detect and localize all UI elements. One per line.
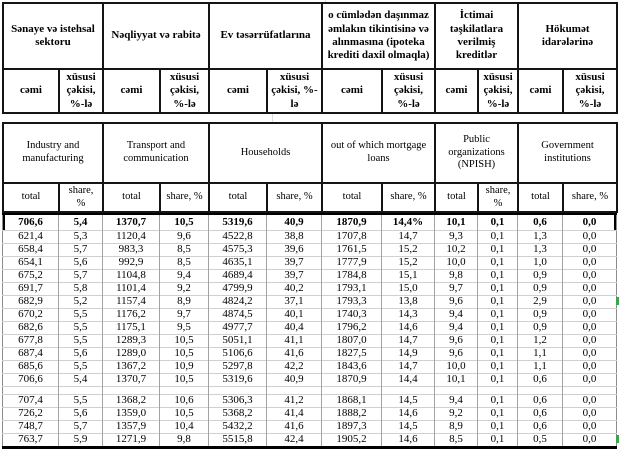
data-cell: 40,9 <box>267 214 322 231</box>
table-row <box>3 421 617 434</box>
data-cell <box>478 387 518 395</box>
data-cell: 4522,8 <box>209 231 267 244</box>
data-cell: 691,7 <box>3 283 59 296</box>
data-cell: 5319,6 <box>209 374 267 387</box>
data-cell: 10,9 <box>160 361 209 374</box>
data-cell: 14,6 <box>382 408 435 421</box>
data-cell <box>267 387 322 395</box>
en-header-share-cell: share, % <box>478 183 518 212</box>
data-cell: 5,5 <box>59 309 103 322</box>
data-cell: 14,6 <box>382 434 435 448</box>
header-table-azerbaijani <box>2 2 618 114</box>
data-cell: 0,6 <box>518 395 563 408</box>
table-row <box>3 408 617 421</box>
data-cell: 41,2 <box>267 395 322 408</box>
data-cell: 0,1 <box>478 309 518 322</box>
data-cell: 9,4 <box>435 309 478 322</box>
data-cell: 0,1 <box>478 421 518 434</box>
data-cell: 1796,2 <box>322 322 382 335</box>
data-cell: 41,6 <box>267 348 322 361</box>
data-cell: 706,6 <box>3 214 59 231</box>
table-row <box>3 322 617 335</box>
data-cell: 0,0 <box>563 348 617 361</box>
data-cell: 5306,3 <box>209 395 267 408</box>
data-cell: 15,2 <box>382 244 435 257</box>
data-cell: 1289,0 <box>103 348 160 361</box>
data-cell: 0,0 <box>563 296 617 309</box>
data-cell: 0,1 <box>478 257 518 270</box>
az-header-group-cell: o cümlədən daşınmaz əmlakın tikintisinə və alınmasına (ipoteka krediti daxil olmaqla) <box>322 3 435 69</box>
data-cell: 0,0 <box>563 309 617 322</box>
data-cell: 1368,2 <box>103 395 160 408</box>
data-cell: 1,3 <box>518 244 563 257</box>
data-cell: 748,7 <box>3 421 59 434</box>
data-cell: 0,0 <box>563 244 617 257</box>
en-header-share-cell: share, % <box>267 183 322 212</box>
data-cell: 1,3 <box>518 231 563 244</box>
data-cell: 1,1 <box>518 348 563 361</box>
table-row <box>3 257 617 270</box>
data-cell: 39,7 <box>267 270 322 283</box>
data-cell: 9,2 <box>160 283 209 296</box>
data-cell: 9,7 <box>435 283 478 296</box>
data-cell: 9,6 <box>160 231 209 244</box>
data-cell: 5106,6 <box>209 348 267 361</box>
data-cell: 5,7 <box>59 270 103 283</box>
data-cell: 0,0 <box>563 374 617 387</box>
data-cell: 0,9 <box>518 270 563 283</box>
data-cell: 1793,1 <box>322 283 382 296</box>
data-cell: 1,0 <box>518 257 563 270</box>
data-cell: 0,0 <box>563 434 617 448</box>
en-header-group-cell: Government institutions <box>518 123 617 183</box>
data-cell: 1175,1 <box>103 322 160 335</box>
en-header-share-cell: share, % <box>59 183 103 212</box>
data-cell: 0,0 <box>563 231 617 244</box>
data-cell <box>209 387 267 395</box>
data-cell <box>382 387 435 395</box>
data-cell: 0,0 <box>563 283 617 296</box>
data-cell: 621,4 <box>3 231 59 244</box>
data-cell: 41,6 <box>267 421 322 434</box>
data-cell: 0,0 <box>563 214 617 231</box>
data-cell: 0,9 <box>518 309 563 322</box>
data-cell: 0,1 <box>478 361 518 374</box>
data-cell: 0,1 <box>478 214 518 231</box>
data-cell: 0,6 <box>518 214 563 231</box>
table-row <box>3 309 617 322</box>
data-cell: 10,0 <box>435 257 478 270</box>
data-cell: 0,0 <box>563 421 617 434</box>
data-cell: 14,7 <box>382 361 435 374</box>
data-cell: 1897,3 <box>322 421 382 434</box>
data-cell: 1784,8 <box>322 270 382 283</box>
data-cell: 0,1 <box>478 408 518 421</box>
en-header-group-cell: Public organizations (NPISH) <box>435 123 518 183</box>
data-cell: 5,2 <box>59 296 103 309</box>
data-cell: 39,6 <box>267 244 322 257</box>
data-cell: 675,2 <box>3 270 59 283</box>
data-cell: 0,1 <box>478 283 518 296</box>
data-cell: 5,4 <box>59 374 103 387</box>
data-cell: 0,9 <box>518 283 563 296</box>
data-cell: 9,7 <box>160 309 209 322</box>
data-cell: 5297,8 <box>209 361 267 374</box>
data-cell: 4689,4 <box>209 270 267 283</box>
data-cell: 10,1 <box>435 374 478 387</box>
data-cell: 9,6 <box>435 335 478 348</box>
data-cell: 992,9 <box>103 257 160 270</box>
data-cell: 40,2 <box>267 283 322 296</box>
az-header-group-cell: Hökumət idarələrinə <box>518 3 617 69</box>
data-cell: 10,5 <box>160 214 209 231</box>
data-cell: 5,6 <box>59 257 103 270</box>
data-cell: 670,2 <box>3 309 59 322</box>
data-cell: 0,6 <box>518 421 563 434</box>
data-cell: 42,2 <box>267 361 322 374</box>
data-cell: 9,3 <box>435 231 478 244</box>
table-row <box>3 231 617 244</box>
data-cell <box>322 387 382 395</box>
table-row <box>3 361 617 374</box>
data-cell: 9,2 <box>435 408 478 421</box>
en-header-share-cell: share, % <box>160 183 209 212</box>
data-cell <box>435 387 478 395</box>
data-cell: 1370,7 <box>103 214 160 231</box>
data-cell: 13,8 <box>382 296 435 309</box>
az-header-group-cell: Ev təsərrüfatlarına <box>209 3 322 69</box>
data-cell: 1,1 <box>518 361 563 374</box>
data-cell: 0,6 <box>518 374 563 387</box>
data-cell: 4635,1 <box>209 257 267 270</box>
data-cell: 0,6 <box>518 408 563 421</box>
en-header-total-cell: total <box>3 183 59 212</box>
data-cell: 14,6 <box>382 322 435 335</box>
data-cell: 14,9 <box>382 348 435 361</box>
data-cell: 2,9 <box>518 296 563 309</box>
data-cell: 1357,9 <box>103 421 160 434</box>
data-cell: 0,1 <box>478 296 518 309</box>
data-cell: 707,4 <box>3 395 59 408</box>
spacer-row <box>3 387 617 395</box>
data-cell: 677,8 <box>3 335 59 348</box>
data-cell: 8,5 <box>160 257 209 270</box>
data-cell: 1176,2 <box>103 309 160 322</box>
en-header-total-cell: total <box>322 183 382 212</box>
data-cell: 10,4 <box>160 421 209 434</box>
data-cell: 0,0 <box>563 395 617 408</box>
data-cell: 9,6 <box>435 348 478 361</box>
table-row <box>3 434 617 448</box>
table-row <box>3 244 617 257</box>
data-cell: 0,1 <box>478 434 518 448</box>
data-cell: 5,5 <box>59 322 103 335</box>
data-cell: 1870,9 <box>322 214 382 231</box>
data-cell: 1843,6 <box>322 361 382 374</box>
data-cell: 10,6 <box>160 395 209 408</box>
data-cell: 685,6 <box>3 361 59 374</box>
table-row <box>3 283 617 296</box>
data-cell: 9,5 <box>160 322 209 335</box>
data-cell: 40,9 <box>267 374 322 387</box>
data-cell: 4874,5 <box>209 309 267 322</box>
en-header-share-cell: share, % <box>382 183 435 212</box>
data-cell: 1827,5 <box>322 348 382 361</box>
data-cell: 1367,2 <box>103 361 160 374</box>
data-cell <box>518 387 563 395</box>
data-cell: 0,0 <box>563 270 617 283</box>
data-cell: 1793,3 <box>322 296 382 309</box>
data-cell: 5368,2 <box>209 408 267 421</box>
data-cell: 10,1 <box>435 214 478 231</box>
data-cell: 40,4 <box>267 322 322 335</box>
az-header-group-cell: Sənaye və istehsal sektoru <box>3 3 103 69</box>
az-header-total-cell: cəmi <box>435 69 478 113</box>
data-cell: 5432,2 <box>209 421 267 434</box>
data-cell: 9,8 <box>160 434 209 448</box>
data-cell: 10,5 <box>160 408 209 421</box>
data-cell: 1101,4 <box>103 283 160 296</box>
data-cell: 5515,8 <box>209 434 267 448</box>
data-cell: 1104,8 <box>103 270 160 283</box>
az-header-share-cell: xüsusi çəkisi, %-lə <box>478 69 518 113</box>
data-cell: 1761,5 <box>322 244 382 257</box>
data-cell: 763,7 <box>3 434 59 448</box>
data-cell: 0,0 <box>563 408 617 421</box>
data-cell <box>563 387 617 395</box>
en-header-total-cell: total <box>518 183 563 212</box>
data-cell: 706,6 <box>3 374 59 387</box>
data-cell: 658,4 <box>3 244 59 257</box>
data-cell: 5,3 <box>59 231 103 244</box>
data-cell <box>103 387 160 395</box>
data-cell: 8,9 <box>435 421 478 434</box>
data-cell: 9,4 <box>435 395 478 408</box>
data-cell: 0,9 <box>518 322 563 335</box>
az-header-total-cell: cəmi <box>322 69 382 113</box>
data-cell: 40,1 <box>267 309 322 322</box>
data-cell: 10,5 <box>160 374 209 387</box>
table-row <box>3 270 617 283</box>
data-cell: 1,2 <box>518 335 563 348</box>
data-cell: 0,1 <box>478 244 518 257</box>
az-header-share-cell: xüsusi çəkisi, %-lə <box>267 69 322 113</box>
data-cell: 1157,4 <box>103 296 160 309</box>
data-cell: 1868,1 <box>322 395 382 408</box>
data-cell: 15,1 <box>382 270 435 283</box>
data-cell: 15,2 <box>382 257 435 270</box>
data-cell: 8,5 <box>435 434 478 448</box>
data-cell: 5,5 <box>59 395 103 408</box>
credit-data-table <box>2 213 617 449</box>
en-header-group-cell: out of which mortgage loans <box>322 123 435 183</box>
green-cell-marker-icon <box>616 297 619 305</box>
data-cell: 682,9 <box>3 296 59 309</box>
data-cell: 687,4 <box>3 348 59 361</box>
data-cell: 14,4 <box>382 374 435 387</box>
az-header-group-cell: İctimai təşkilatlara verilmiş kreditlər <box>435 3 518 69</box>
data-cell: 726,2 <box>3 408 59 421</box>
data-cell: 654,1 <box>3 257 59 270</box>
data-cell: 5,5 <box>59 335 103 348</box>
data-cell <box>160 387 209 395</box>
data-cell: 9,4 <box>435 322 478 335</box>
data-cell: 1777,9 <box>322 257 382 270</box>
data-cell: 5,7 <box>59 421 103 434</box>
data-cell: 0,0 <box>563 322 617 335</box>
az-header-share-cell: xüsusi çəkisi, %-lə <box>563 69 617 113</box>
data-cell: 1740,3 <box>322 309 382 322</box>
table-row <box>3 214 617 231</box>
data-cell: 4799,9 <box>209 283 267 296</box>
data-cell: 5,7 <box>59 244 103 257</box>
data-cell: 0,1 <box>478 231 518 244</box>
data-cell: 14,7 <box>382 231 435 244</box>
data-cell: 9,4 <box>160 270 209 283</box>
data-cell <box>3 387 59 395</box>
data-cell: 0,1 <box>478 374 518 387</box>
table-row <box>3 374 617 387</box>
data-cell: 5051,1 <box>209 335 267 348</box>
en-header-total-cell: total <box>103 183 160 212</box>
en-header-share-cell: share, % <box>563 183 617 212</box>
data-cell: 14,5 <box>382 421 435 434</box>
data-cell: 0,0 <box>563 257 617 270</box>
data-cell: 0,1 <box>478 335 518 348</box>
data-cell: 1359,0 <box>103 408 160 421</box>
data-cell: 41,4 <box>267 408 322 421</box>
data-cell: 14,4% <box>382 214 435 231</box>
en-header-group-cell: Households <box>209 123 322 183</box>
data-cell: 9,6 <box>435 296 478 309</box>
data-cell: 0,5 <box>518 434 563 448</box>
table-row <box>3 348 617 361</box>
data-cell: 10,0 <box>435 361 478 374</box>
table-row <box>3 335 617 348</box>
data-cell: 8,9 <box>160 296 209 309</box>
data-cell: 0,1 <box>478 348 518 361</box>
data-cell: 682,6 <box>3 322 59 335</box>
en-header-group-cell: Industry and manufacturing <box>3 123 103 183</box>
data-cell: 1888,2 <box>322 408 382 421</box>
data-cell: 4824,2 <box>209 296 267 309</box>
az-header-total-cell: cəmi <box>209 69 267 113</box>
data-cell: 0,1 <box>478 322 518 335</box>
data-cell: 15,0 <box>382 283 435 296</box>
az-header-total-cell: cəmi <box>3 69 59 113</box>
data-cell: 0,1 <box>478 395 518 408</box>
data-cell: 0,0 <box>563 361 617 374</box>
data-cell <box>59 387 103 395</box>
data-cell: 5,8 <box>59 283 103 296</box>
data-cell: 1289,3 <box>103 335 160 348</box>
data-cell: 5,6 <box>59 348 103 361</box>
data-cell: 5,6 <box>59 408 103 421</box>
data-cell: 14,5 <box>382 395 435 408</box>
table-row <box>3 395 617 408</box>
en-header-group-cell: Transport and communication <box>103 123 209 183</box>
data-cell: 5,4 <box>59 214 103 231</box>
excel-gridline <box>272 114 273 122</box>
data-cell: 4977,7 <box>209 322 267 335</box>
data-cell: 1707,8 <box>322 231 382 244</box>
data-cell: 5,5 <box>59 361 103 374</box>
green-cell-marker-icon <box>616 435 619 443</box>
en-header-total-cell: total <box>209 183 267 212</box>
data-cell: 1870,9 <box>322 374 382 387</box>
data-cell: 39,7 <box>267 257 322 270</box>
data-cell: 1271,9 <box>103 434 160 448</box>
data-cell: 983,3 <box>103 244 160 257</box>
data-cell: 1120,4 <box>103 231 160 244</box>
az-header-total-cell: cəmi <box>103 69 160 113</box>
data-cell: 10,5 <box>160 348 209 361</box>
data-cell: 42,4 <box>267 434 322 448</box>
az-header-group-cell: Nəqliyyat və rabitə <box>103 3 209 69</box>
data-cell: 10,2 <box>435 244 478 257</box>
data-cell: 5,9 <box>59 434 103 448</box>
data-cell: 14,7 <box>382 335 435 348</box>
data-cell: 4575,3 <box>209 244 267 257</box>
data-cell: 37,1 <box>267 296 322 309</box>
data-cell: 41,1 <box>267 335 322 348</box>
data-cell: 1905,2 <box>322 434 382 448</box>
az-header-share-cell: xüsusi çəkisi, %-lə <box>160 69 209 113</box>
az-header-share-cell: xüsusi çəkisi, %-lə <box>59 69 103 113</box>
data-cell: 38,8 <box>267 231 322 244</box>
en-header-total-cell: total <box>435 183 478 212</box>
header-table-english <box>2 122 618 213</box>
data-cell: 10,5 <box>160 335 209 348</box>
table-row <box>3 296 617 309</box>
data-cell: 5319,6 <box>209 214 267 231</box>
data-cell: 8,5 <box>160 244 209 257</box>
az-header-share-cell: xüsusi çəkisi, %-lə <box>382 69 435 113</box>
az-header-total-cell: cəmi <box>518 69 563 113</box>
data-cell: 1370,7 <box>103 374 160 387</box>
data-cell: 0,1 <box>478 270 518 283</box>
data-cell: 0,0 <box>563 335 617 348</box>
data-cell: 9,8 <box>435 270 478 283</box>
data-cell: 14,3 <box>382 309 435 322</box>
data-cell: 1807,0 <box>322 335 382 348</box>
